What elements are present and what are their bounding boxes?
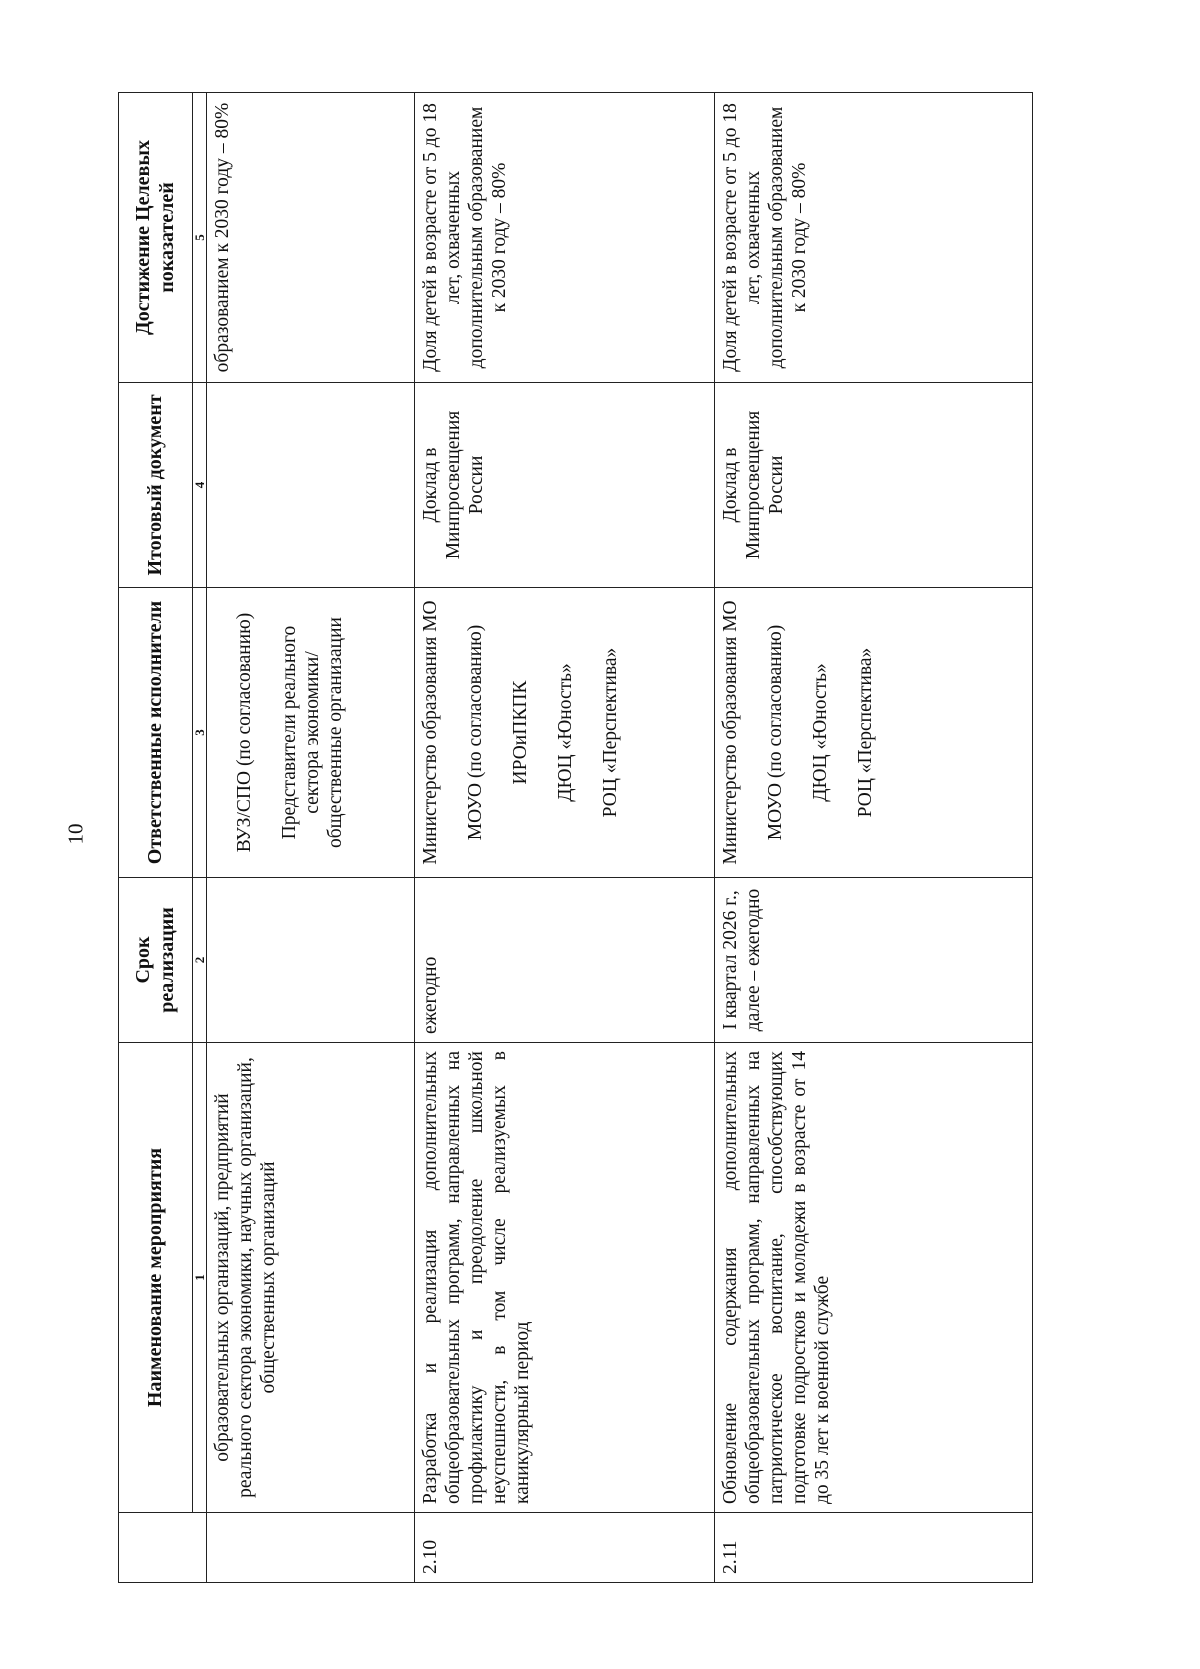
table-header-row (119, 93, 193, 1583)
responsible-item: МОУО (по согласованию) (465, 624, 486, 841)
target-indicator: образованием к 2030 году – 80% (207, 93, 415, 383)
header-document: Итоговый документ (119, 383, 193, 588)
responsible-item: ДЮЦ «Юность» (555, 663, 576, 802)
table-row (715, 93, 1033, 1583)
table-row (207, 93, 415, 1583)
result-document (207, 383, 415, 588)
header-name: Наименование мероприятия (119, 1043, 193, 1513)
page-number: 10 (63, 823, 88, 845)
column-index: 5 (193, 93, 207, 383)
header-number (119, 1513, 207, 1583)
column-index: 1 (193, 1043, 207, 1513)
measure-name: Разработка и реализация дополнительных общеобразовательных программ, направленных на профилактику и преодоление школьной неуспешности, в том числе реализуемых в каникулярный период (415, 1043, 715, 1513)
responsible-item: Представители реального сектора экономики/общественные организации (279, 617, 346, 848)
target-indicator: Доля детей в возрасте от 5 до 18 лет, охваченных дополнительным образованием к 2030 году – 80% (415, 93, 715, 383)
measures-table (118, 92, 1033, 1583)
responsible-item: ИРОиПКПК (510, 680, 531, 785)
column-index: 2 (193, 878, 207, 1043)
responsible-cell (715, 588, 1033, 878)
measure-term (207, 878, 415, 1043)
measure-name: образовательных организаций, предприятий реального сектора экономики, научных организаций, общественных организаций (207, 1043, 415, 1513)
responsible-cell (415, 588, 715, 878)
header-term: Срок реализации (119, 878, 193, 1043)
column-index: 4 (193, 383, 207, 588)
result-document: Доклад в Минпросвещения России (415, 383, 715, 588)
target-indicator: Доля детей в возрасте от 5 до 18 лет, охваченных дополнительным образованием к 2030 году – 80% (715, 93, 1033, 383)
responsible-item: МОУО (по согласованию) (765, 624, 786, 841)
table-row (415, 93, 715, 1583)
row-number: 2.10 (415, 1513, 715, 1583)
column-index-row (193, 93, 207, 1583)
responsible-cell (207, 588, 415, 878)
responsible-item: РОЦ «Перспектива» (600, 647, 621, 818)
measure-term: I квартал 2026 г., далее – ежегодно (715, 878, 1033, 1043)
column-index: 3 (193, 588, 207, 878)
result-document: Доклад в Минпросвещения России (715, 383, 1033, 588)
measure-term: ежегодно (415, 878, 715, 1043)
responsible-item: ДЮЦ «Юность» (810, 663, 831, 802)
measure-name: Обновление содержания дополнительных общеобразовательных программ, направленных на патриотическое воспитание, способствующих подготовке подростков и молодежи в возрасте от 14 до 35 лет к военной службе (715, 1043, 1033, 1513)
row-number: 2.11 (715, 1513, 1033, 1583)
responsible-item: Министерство образования МО (420, 600, 441, 865)
responsible-item: ВУЗ/СПО (по согласованию) (234, 612, 255, 853)
header-responsible: Ответственные исполнители (119, 588, 193, 878)
responsible-item: Министерство образования МО (720, 600, 741, 865)
rotated-table-container (118, 93, 1030, 1583)
row-number (207, 1513, 415, 1583)
header-target: Достижение Целевых показателей (119, 93, 193, 383)
responsible-item: РОЦ «Перспектива» (855, 647, 876, 818)
